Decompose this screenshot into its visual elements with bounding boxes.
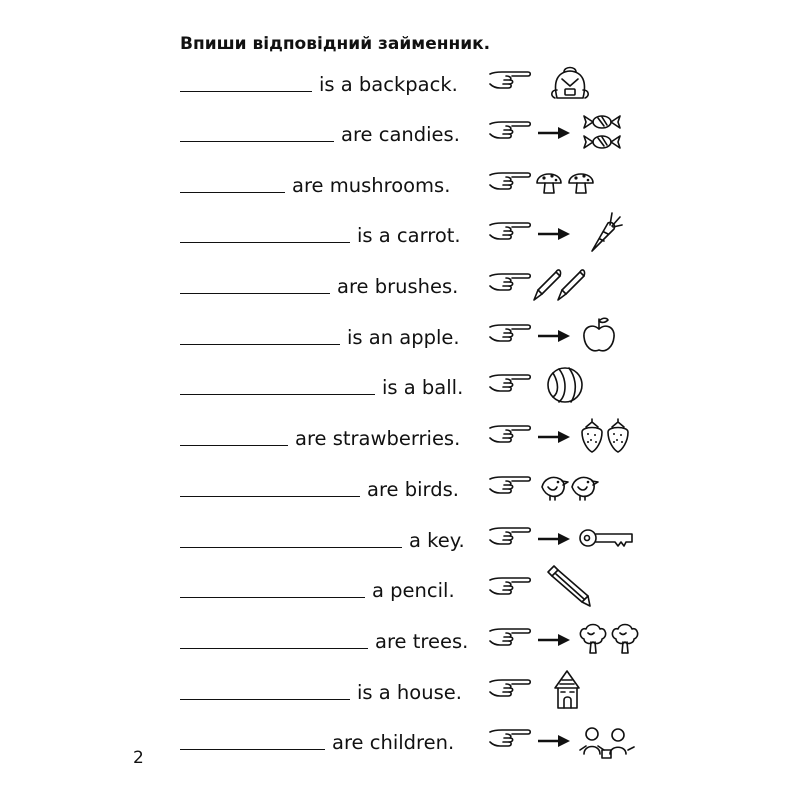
answer-blank[interactable]: [180, 192, 285, 193]
arrow-icon: [538, 225, 570, 237]
house-icon: [550, 670, 585, 710]
answer-blank[interactable]: [180, 293, 330, 294]
answer-blank[interactable]: [180, 141, 334, 142]
sentence: [180, 475, 459, 501]
exercise-row: [0, 619, 800, 659]
children-icon: [578, 720, 638, 760]
answer-blank[interactable]: [180, 445, 288, 446]
pointing-hand-icon: [488, 471, 532, 499]
brushes-icon: [530, 264, 600, 304]
arrow-icon: [538, 530, 570, 542]
sentence: [180, 120, 460, 146]
sentence-text: a pencil.: [372, 579, 455, 602]
sentence: [180, 272, 458, 298]
sentence: [180, 70, 458, 96]
answer-blank[interactable]: [180, 648, 368, 649]
answer-blank[interactable]: [180, 547, 402, 548]
arrow-icon: [538, 428, 570, 440]
answer-blank[interactable]: [180, 91, 312, 92]
exercise-row: [0, 163, 800, 203]
arrow-icon: [538, 732, 570, 744]
apple-icon: [578, 315, 620, 355]
pointing-hand-icon: [488, 522, 532, 550]
pointing-hand-icon: [488, 116, 532, 144]
arrow-icon: [538, 631, 570, 643]
pointing-hand-icon: [488, 724, 532, 752]
mushrooms-icon: [535, 163, 605, 203]
sentence-text: is an apple.: [347, 326, 460, 349]
sentence-text: are brushes.: [337, 275, 459, 298]
exercise-row: [0, 720, 800, 760]
sentence: [180, 678, 462, 704]
pointing-hand-icon: [488, 674, 532, 702]
sentence-text: are candies.: [341, 123, 460, 146]
sentence-text: is a carrot.: [357, 224, 461, 247]
answer-blank[interactable]: [180, 699, 350, 700]
sentence-text: are mushrooms.: [292, 174, 451, 197]
key-icon: [578, 518, 636, 558]
exercise-row: [0, 670, 800, 710]
pointing-hand-icon: [488, 369, 532, 397]
candies-icon: [578, 112, 640, 152]
sentence-text: are birds.: [367, 478, 459, 501]
page-number: 2: [133, 748, 144, 768]
sentence: [180, 526, 465, 552]
pointing-hand-icon: [488, 319, 532, 347]
exercise-row: [0, 315, 800, 355]
pointing-hand-icon: [488, 217, 532, 245]
sentence-text: are strawberries.: [295, 427, 461, 450]
exercise-row: [0, 112, 800, 152]
sentence: [180, 323, 460, 349]
pointing-hand-icon: [488, 420, 532, 448]
birds-icon: [538, 467, 608, 507]
exercise-row: [0, 365, 800, 405]
sentence-text: a key.: [409, 529, 465, 552]
exercise-row: [0, 62, 800, 102]
ball-icon: [545, 365, 585, 405]
sentence-text: is a ball.: [382, 376, 464, 399]
answer-blank[interactable]: [180, 242, 350, 243]
sentence: [180, 576, 455, 602]
answer-blank[interactable]: [180, 597, 365, 598]
answer-blank[interactable]: [180, 394, 375, 395]
pencil-icon: [548, 568, 594, 608]
sentence: [180, 171, 450, 197]
sentence-text: is a house.: [357, 681, 462, 704]
sentence: [180, 728, 454, 754]
exercise-row: [0, 568, 800, 608]
exercise-row: [0, 264, 800, 304]
backpack-icon: [545, 62, 595, 102]
pointing-hand-icon: [488, 572, 532, 600]
sentence: [180, 221, 461, 247]
sentence-text: is a backpack.: [319, 73, 458, 96]
strawberries-icon: [578, 416, 638, 456]
carrot-icon: [578, 213, 628, 253]
pointing-hand-icon: [488, 268, 532, 296]
answer-blank[interactable]: [180, 344, 340, 345]
exercise-row: [0, 518, 800, 558]
sentence: [180, 373, 463, 399]
sentence: [180, 627, 468, 653]
sentence-text: are children.: [332, 731, 455, 754]
answer-blank[interactable]: [180, 749, 325, 750]
sentence-text: are trees.: [375, 630, 469, 653]
instruction-title: Впиши відповідний займенник.: [180, 34, 491, 54]
exercise-row: [0, 416, 800, 456]
sentence: [180, 424, 460, 450]
arrow-icon: [538, 327, 570, 339]
exercise-row: [0, 213, 800, 253]
exercise-row: [0, 467, 800, 507]
trees-icon: [578, 619, 643, 659]
arrow-icon: [538, 124, 570, 136]
answer-blank[interactable]: [180, 496, 360, 497]
pointing-hand-icon: [488, 623, 532, 651]
pointing-hand-icon: [488, 66, 532, 94]
pointing-hand-icon: [488, 167, 532, 195]
